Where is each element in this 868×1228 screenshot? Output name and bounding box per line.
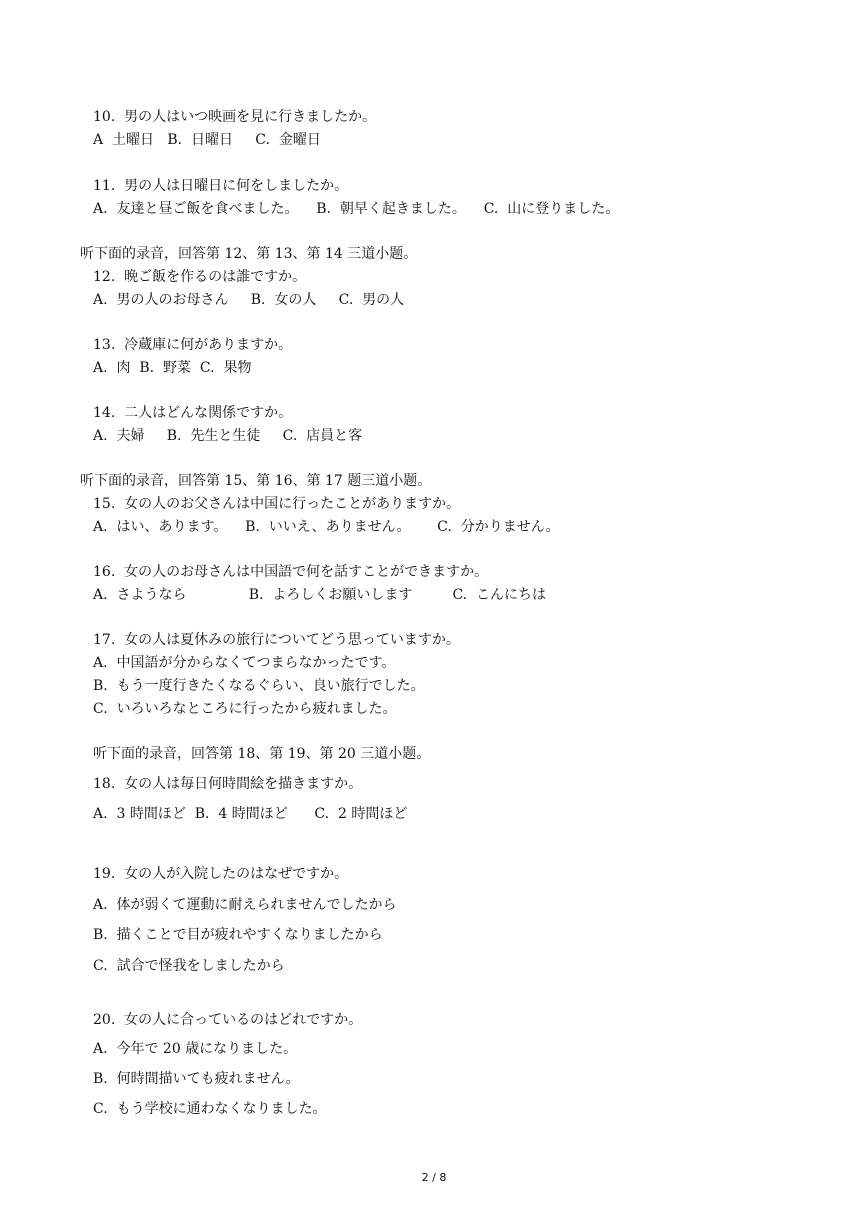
section-instruction-12-14: 听下面的录音，回答第 12、第 13、第 14 三道小题。 — [80, 246, 418, 262]
question-14: 14. 二人はどんな関係ですか。 — [93, 405, 293, 421]
question-10: 10. 男の人はいつ映画を見に行きましたか。 — [93, 109, 377, 125]
options-12: A. 男の人のお母さん B. 女の人 C. 男の人 — [93, 292, 405, 308]
option-19-c: C. 試合で怪我をしましたから — [93, 958, 285, 974]
question-16: 16. 女の人のお母さんは中国語で何を話すことができますか。 — [93, 564, 489, 580]
options-18: A. 3 時間ほど B. 4 時間ほど C. 2 時間ほど — [93, 806, 408, 822]
question-12: 12. 晩ご飯を作るのは誰ですか。 — [93, 269, 307, 285]
option-19-b: B. 描くことで目が疲れやすくなりましたから — [93, 927, 383, 943]
question-11: 11. 男の人は日曜日に何をしましたか。 — [93, 178, 349, 194]
option-19-a: A. 体が弱くて運動に耐えられませんでしたから — [93, 897, 397, 913]
option-17-c: C. いろいろなところに行ったから疲れました。 — [93, 701, 397, 717]
section-instruction-15-17: 听下面的录音，回答第 15、第 16、第 17 题三道小题。 — [80, 473, 432, 489]
section-instruction-18-20: 听下面的录音，回答第 18、第 19、第 20 三道小题。 — [93, 746, 431, 762]
question-15: 15. 女の人のお父さんは中国に行ったことがありますか。 — [93, 496, 461, 512]
question-18: 18. 女の人は毎日何時間絵を描きますか。 — [93, 776, 363, 792]
question-19: 19. 女の人が入院したのはなぜですか。 — [93, 866, 349, 882]
options-13: A. 肉 B. 野菜 C. 果物 — [93, 360, 252, 376]
options-16: A. さようなら B. よろしくお願いします C. こんにちは — [93, 587, 547, 603]
option-20-c: C. もう学校に通わなくなりました。 — [93, 1101, 327, 1117]
options-14: A. 夫婦 B. 先生と生徒 C. 店員と客 — [93, 428, 363, 444]
option-17-b: B. もう一度行きたくなるぐらい、良い旅行でした。 — [93, 678, 425, 694]
question-17: 17. 女の人は夏休みの旅行についてどう思っていますか。 — [93, 632, 460, 648]
options-11: A. 友達と昼ご飯を食べました。 B. 朝早く起きました。 C. 山に登りました。 — [93, 201, 620, 217]
option-20-b: B. 何時間描いても疲れません。 — [93, 1071, 300, 1087]
page-number: 2 / 8 — [421, 1171, 447, 1184]
option-17-a: A. 中国語が分からなくてつまらなかったです。 — [93, 655, 396, 671]
question-13: 13. 冷蔵庫に何がありますか。 — [93, 337, 293, 353]
question-20: 20. 女の人に合っているのはどれですか。 — [93, 1012, 363, 1028]
options-15: A. はい、あります。 B. いいえ、ありません。 C. 分かりません。 — [93, 519, 560, 535]
option-20-a: A. 今年で 20 歳になりました。 — [93, 1041, 298, 1057]
options-10: A 土曜日 B. 日曜日 C. 金曜日 — [93, 132, 321, 148]
